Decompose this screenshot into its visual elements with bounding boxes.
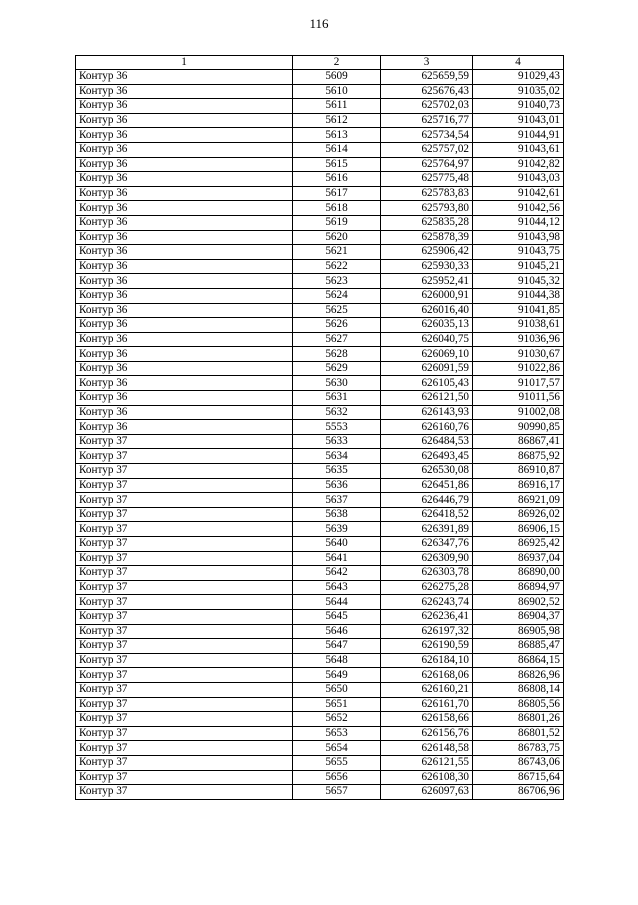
y-coordinate-cell: 86808,14 [473,682,564,697]
x-coordinate-cell: 626168,06 [381,668,473,683]
x-coordinate-cell: 626160,21 [381,682,473,697]
contour-name-cell: Контур 36 [76,215,293,230]
contour-name-cell: Контур 37 [76,712,293,727]
point-number-cell: 5626 [293,318,381,333]
point-number-cell: 5629 [293,361,381,376]
contour-name-cell: Контур 37 [76,449,293,464]
contour-name-cell: Контур 36 [76,405,293,420]
x-coordinate-cell: 626000,91 [381,288,473,303]
table-row [76,186,564,201]
point-number-cell: 5652 [293,712,381,727]
table-row [76,522,564,537]
point-number-cell: 5656 [293,770,381,785]
table-row [76,113,564,128]
table-row [76,274,564,289]
contour-name-cell: Контур 36 [76,70,293,85]
y-coordinate-cell: 91045,21 [473,259,564,274]
y-coordinate-cell: 86885,47 [473,639,564,654]
table-row [76,157,564,172]
point-number-cell: 5641 [293,551,381,566]
x-coordinate-cell: 626156,76 [381,726,473,741]
contour-name-cell: Контур 36 [76,186,293,201]
y-coordinate-cell: 91043,01 [473,113,564,128]
table-row [76,653,564,668]
contour-name-cell: Контур 37 [76,478,293,493]
y-coordinate-cell: 91036,96 [473,332,564,347]
point-number-cell: 5645 [293,609,381,624]
y-coordinate-cell: 91030,67 [473,347,564,362]
table-row [76,755,564,770]
contour-name-cell: Контур 37 [76,595,293,610]
y-coordinate-cell: 86783,75 [473,741,564,756]
contour-name-cell: Контур 37 [76,522,293,537]
table-row [76,697,564,712]
y-coordinate-cell: 90990,85 [473,420,564,435]
contour-name-cell: Контур 36 [76,113,293,128]
contour-name-cell: Контур 36 [76,274,293,289]
point-number-cell: 5639 [293,522,381,537]
table-row [76,770,564,785]
point-number-cell: 5620 [293,230,381,245]
y-coordinate-cell: 86906,15 [473,522,564,537]
contour-name-cell: Контур 36 [76,391,293,406]
contour-name-cell: Контур 36 [76,288,293,303]
point-number-cell: 5653 [293,726,381,741]
table-header [76,56,564,70]
y-coordinate-cell: 86801,52 [473,726,564,741]
table-row [76,288,564,303]
contour-name-cell: Контур 37 [76,566,293,581]
point-number-cell: 5657 [293,785,381,800]
y-coordinate-cell: 91044,38 [473,288,564,303]
y-coordinate-cell: 86826,96 [473,668,564,683]
contour-name-cell: Контур 37 [76,653,293,668]
table-row [76,172,564,187]
y-coordinate-cell: 91042,61 [473,186,564,201]
y-coordinate-cell: 86867,41 [473,434,564,449]
y-coordinate-cell: 91043,61 [473,142,564,157]
table-row [76,493,564,508]
y-coordinate-cell: 86902,52 [473,595,564,610]
table-row [76,464,564,479]
contour-name-cell: Контур 36 [76,157,293,172]
y-coordinate-cell: 86890,00 [473,566,564,581]
x-coordinate-cell: 626108,30 [381,770,473,785]
y-coordinate-cell: 91017,57 [473,376,564,391]
table-row [76,420,564,435]
point-number-cell: 5642 [293,566,381,581]
point-number-cell: 5617 [293,186,381,201]
contour-name-cell: Контур 36 [76,376,293,391]
contour-name-cell: Контур 36 [76,347,293,362]
x-coordinate-cell: 626040,75 [381,332,473,347]
x-coordinate-cell: 626148,58 [381,741,473,756]
point-number-cell: 5618 [293,201,381,216]
point-number-cell: 5610 [293,84,381,99]
header-row [76,56,564,70]
x-coordinate-cell: 625878,39 [381,230,473,245]
x-coordinate-cell: 626035,13 [381,318,473,333]
table-row [76,712,564,727]
y-coordinate-cell: 86921,09 [473,493,564,508]
point-number-cell: 5654 [293,741,381,756]
contour-name-cell: Контур 37 [76,434,293,449]
table-row [76,99,564,114]
table-row [76,580,564,595]
point-number-cell: 5635 [293,464,381,479]
table-row [76,595,564,610]
contour-name-cell: Контур 36 [76,142,293,157]
x-coordinate-cell: 625702,03 [381,99,473,114]
table-row [76,726,564,741]
y-coordinate-cell: 86875,92 [473,449,564,464]
x-coordinate-cell: 625676,43 [381,84,473,99]
y-coordinate-cell: 86916,17 [473,478,564,493]
table-row [76,128,564,143]
y-coordinate-cell: 91045,32 [473,274,564,289]
table-row [76,70,564,85]
table-row [76,785,564,800]
y-coordinate-cell: 91042,82 [473,157,564,172]
contour-name-cell: Контур 37 [76,639,293,654]
contour-name-cell: Контур 37 [76,726,293,741]
table-row [76,201,564,216]
x-coordinate-cell: 625930,33 [381,259,473,274]
point-number-cell: 5612 [293,113,381,128]
y-coordinate-cell: 86706,96 [473,785,564,800]
y-coordinate-cell: 86801,26 [473,712,564,727]
x-coordinate-cell: 625757,02 [381,142,473,157]
x-coordinate-cell: 626484,53 [381,434,473,449]
point-number-cell: 5633 [293,434,381,449]
x-coordinate-cell: 626197,32 [381,624,473,639]
contour-name-cell: Контур 36 [76,332,293,347]
table-row [76,639,564,654]
contour-name-cell: Контур 37 [76,464,293,479]
contour-name-cell: Контур 37 [76,551,293,566]
point-number-cell: 5624 [293,288,381,303]
header-col-1: 1 [76,56,293,70]
table-row [76,303,564,318]
y-coordinate-cell: 86905,98 [473,624,564,639]
table-row [76,142,564,157]
contour-name-cell: Контур 36 [76,361,293,376]
y-coordinate-cell: 86925,42 [473,537,564,552]
x-coordinate-cell: 626347,76 [381,537,473,552]
point-number-cell: 5614 [293,142,381,157]
contour-name-cell: Контур 37 [76,785,293,800]
point-number-cell: 5636 [293,478,381,493]
table-row [76,537,564,552]
x-coordinate-cell: 626184,10 [381,653,473,668]
y-coordinate-cell: 91043,03 [473,172,564,187]
y-coordinate-cell: 86894,97 [473,580,564,595]
x-coordinate-cell: 626105,43 [381,376,473,391]
y-coordinate-cell: 86805,56 [473,697,564,712]
x-coordinate-cell: 625775,48 [381,172,473,187]
contour-name-cell: Контур 37 [76,741,293,756]
y-coordinate-cell: 86743,06 [473,755,564,770]
point-number-cell: 5646 [293,624,381,639]
contour-name-cell: Контур 37 [76,507,293,522]
table-row [76,215,564,230]
x-coordinate-cell: 626158,66 [381,712,473,727]
contour-name-cell: Контур 37 [76,668,293,683]
x-coordinate-cell: 626160,76 [381,420,473,435]
point-number-cell: 5553 [293,420,381,435]
point-number-cell: 5634 [293,449,381,464]
point-number-cell: 5649 [293,668,381,683]
x-coordinate-cell: 626391,89 [381,522,473,537]
y-coordinate-cell: 91002,08 [473,405,564,420]
point-number-cell: 5647 [293,639,381,654]
y-coordinate-cell: 91043,75 [473,245,564,260]
contour-name-cell: Контур 37 [76,624,293,639]
table-row [76,668,564,683]
table-row [76,376,564,391]
x-coordinate-cell: 625952,41 [381,274,473,289]
table-row [76,507,564,522]
contour-name-cell: Контур 36 [76,201,293,216]
table-row [76,230,564,245]
y-coordinate-cell: 91022,86 [473,361,564,376]
contour-name-cell: Контур 37 [76,580,293,595]
table-row [76,624,564,639]
y-coordinate-cell: 86910,87 [473,464,564,479]
contour-name-cell: Контур 37 [76,770,293,785]
contour-name-cell: Контур 36 [76,84,293,99]
x-coordinate-cell: 626530,08 [381,464,473,479]
point-number-cell: 5644 [293,595,381,610]
x-coordinate-cell: 626161,70 [381,697,473,712]
x-coordinate-cell: 626446,79 [381,493,473,508]
table-row [76,741,564,756]
x-coordinate-cell: 626121,55 [381,755,473,770]
y-coordinate-cell: 86864,15 [473,653,564,668]
y-coordinate-cell: 86926,02 [473,507,564,522]
contour-name-cell: Контур 37 [76,755,293,770]
table-row [76,609,564,624]
table-row [76,332,564,347]
y-coordinate-cell: 91044,12 [473,215,564,230]
y-coordinate-cell: 86904,37 [473,609,564,624]
table-row [76,682,564,697]
y-coordinate-cell: 91041,85 [473,303,564,318]
contour-name-cell: Контур 37 [76,697,293,712]
point-number-cell: 5631 [293,391,381,406]
point-number-cell: 5622 [293,259,381,274]
point-number-cell: 5628 [293,347,381,362]
contour-name-cell: Контур 36 [76,245,293,260]
contour-name-cell: Контур 37 [76,537,293,552]
point-number-cell: 5637 [293,493,381,508]
x-coordinate-cell: 626451,86 [381,478,473,493]
y-coordinate-cell: 91040,73 [473,99,564,114]
contour-name-cell: Контур 36 [76,259,293,274]
contour-name-cell: Контур 36 [76,172,293,187]
point-number-cell: 5609 [293,70,381,85]
y-coordinate-cell: 91029,43 [473,70,564,85]
point-number-cell: 5650 [293,682,381,697]
y-coordinate-cell: 91035,02 [473,84,564,99]
table-row [76,361,564,376]
contour-name-cell: Контур 37 [76,609,293,624]
point-number-cell: 5643 [293,580,381,595]
contour-name-cell: Контур 37 [76,682,293,697]
contour-name-cell: Контур 36 [76,420,293,435]
table-row [76,84,564,99]
table-body [76,70,564,800]
point-number-cell: 5613 [293,128,381,143]
contour-name-cell: Контур 36 [76,99,293,114]
table-row [76,434,564,449]
x-coordinate-cell: 626303,78 [381,566,473,581]
table-row [76,347,564,362]
table-row [76,318,564,333]
table-row [76,478,564,493]
point-number-cell: 5621 [293,245,381,260]
x-coordinate-cell: 625734,54 [381,128,473,143]
header-col-4: 4 [473,56,564,70]
y-coordinate-cell: 91042,56 [473,201,564,216]
x-coordinate-cell: 625793,80 [381,201,473,216]
y-coordinate-cell: 91044,91 [473,128,564,143]
point-number-cell: 5651 [293,697,381,712]
table-row [76,245,564,260]
coordinates-table [75,55,564,800]
x-coordinate-cell: 625764,97 [381,157,473,172]
point-number-cell: 5623 [293,274,381,289]
point-number-cell: 5627 [293,332,381,347]
point-number-cell: 5655 [293,755,381,770]
point-number-cell: 5638 [293,507,381,522]
contour-name-cell: Контур 37 [76,493,293,508]
point-number-cell: 5630 [293,376,381,391]
x-coordinate-cell: 626309,90 [381,551,473,566]
x-coordinate-cell: 625835,28 [381,215,473,230]
y-coordinate-cell: 86715,64 [473,770,564,785]
table-row [76,405,564,420]
y-coordinate-cell: 91043,98 [473,230,564,245]
x-coordinate-cell: 626418,52 [381,507,473,522]
x-coordinate-cell: 626069,10 [381,347,473,362]
x-coordinate-cell: 626143,93 [381,405,473,420]
table-row [76,449,564,464]
contour-name-cell: Контур 36 [76,318,293,333]
page-number: 116 [309,16,329,31]
x-coordinate-cell: 626097,63 [381,785,473,800]
x-coordinate-cell: 625906,42 [381,245,473,260]
x-coordinate-cell: 625783,83 [381,186,473,201]
point-number-cell: 5640 [293,537,381,552]
x-coordinate-cell: 626243,74 [381,595,473,610]
x-coordinate-cell: 626190,59 [381,639,473,654]
point-number-cell: 5619 [293,215,381,230]
y-coordinate-cell: 86937,04 [473,551,564,566]
point-number-cell: 5648 [293,653,381,668]
contour-name-cell: Контур 36 [76,128,293,143]
table-row [76,391,564,406]
contour-name-cell: Контур 36 [76,230,293,245]
x-coordinate-cell: 626236,41 [381,609,473,624]
point-number-cell: 5616 [293,172,381,187]
x-coordinate-cell: 626091,59 [381,361,473,376]
point-number-cell: 5632 [293,405,381,420]
x-coordinate-cell: 625659,59 [381,70,473,85]
table-row [76,566,564,581]
x-coordinate-cell: 626121,50 [381,391,473,406]
point-number-cell: 5611 [293,99,381,114]
header-col-2: 2 [293,56,381,70]
x-coordinate-cell: 625716,77 [381,113,473,128]
header-col-3: 3 [381,56,473,70]
x-coordinate-cell: 626493,45 [381,449,473,464]
x-coordinate-cell: 626016,40 [381,303,473,318]
x-coordinate-cell: 626275,28 [381,580,473,595]
y-coordinate-cell: 91038,61 [473,318,564,333]
table-row [76,259,564,274]
point-number-cell: 5615 [293,157,381,172]
contour-name-cell: Контур 36 [76,303,293,318]
point-number-cell: 5625 [293,303,381,318]
y-coordinate-cell: 91011,56 [473,391,564,406]
table-row [76,551,564,566]
